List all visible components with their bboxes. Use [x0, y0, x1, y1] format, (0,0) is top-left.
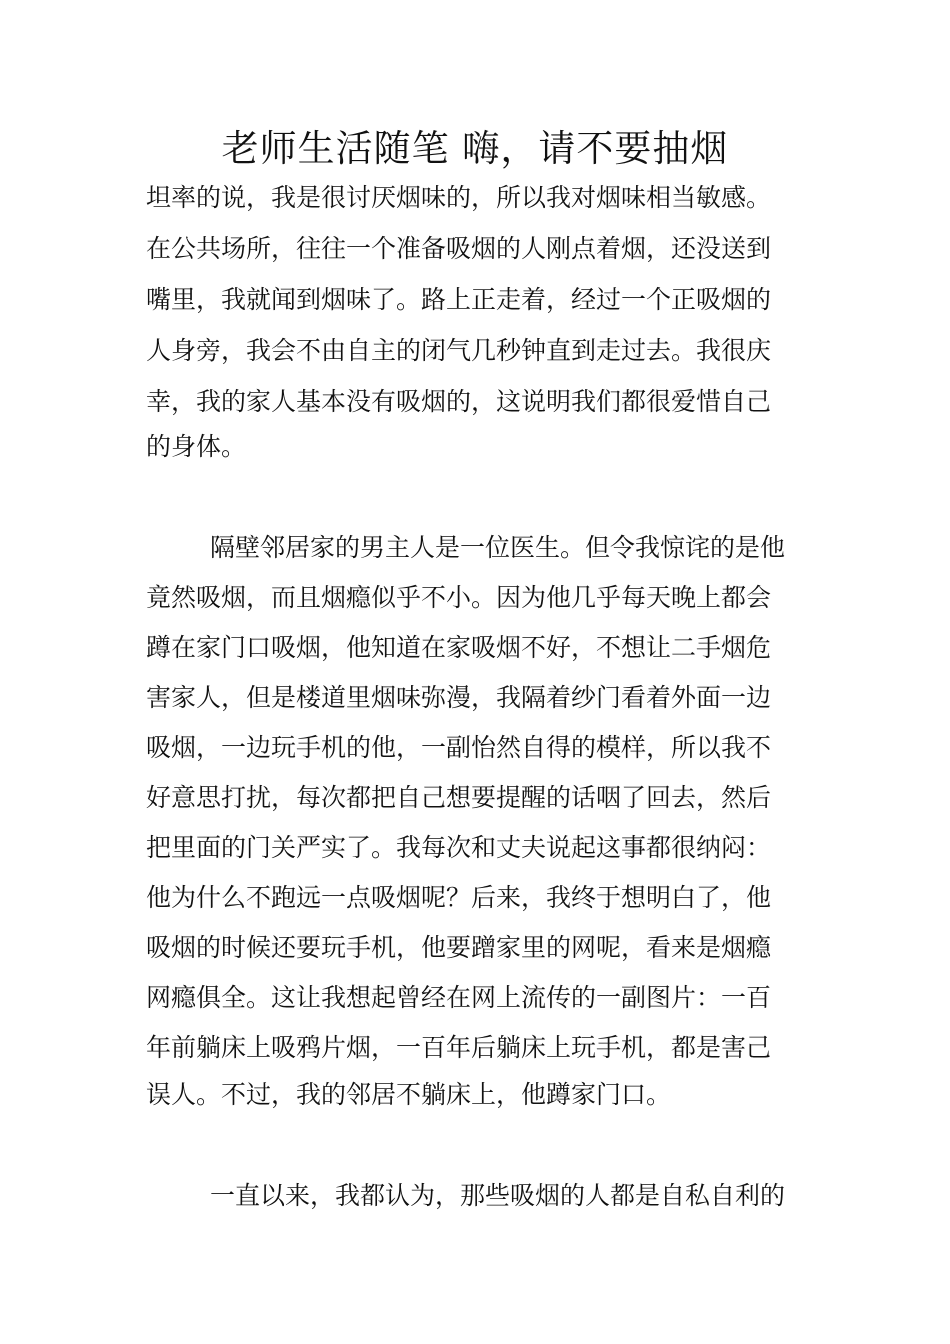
paragraph-2-line-11: 年前躺床上吸鸦片烟，一百年后躺床上玩手机，都是害己 [146, 1033, 772, 1062]
paragraph-3-line-1: 一直以来，我都认为，那些吸烟的人都是自私自利的 [210, 1181, 786, 1210]
paragraph-2-line-2: 竟然吸烟，而且烟瘾似乎不小。因为他几乎每天晚上都会 [146, 583, 772, 612]
paragraph-2-line-1: 隔壁邻居家的男主人是一位医生。但令我惊诧的是他 [210, 533, 786, 562]
paragraph-2-line-3: 蹲在家门口吸烟，他知道在家吸烟不好，不想让二手烟危 [146, 633, 772, 662]
paragraph-2-line-6: 好意思打扰，每次都把自己想要提醒的话咽了回去，然后 [146, 783, 772, 812]
paragraph-1-line-1: 坦率的说，我是很讨厌烟味的，所以我对烟味相当敏感。 [146, 183, 772, 212]
paragraph-1-line-3: 嘴里，我就闻到烟味了。路上正走着，经过一个正吸烟的 [146, 285, 772, 314]
paragraph-2-line-5: 吸烟，一边玩手机的他，一副怡然自得的模样，所以我不 [146, 733, 772, 762]
page-title: 老师生活随笔 嗨，请不要抽烟 [221, 127, 729, 170]
paragraph-2-line-7: 把里面的门关严实了。我每次和丈夫说起这事都很纳闷： [146, 833, 772, 862]
paragraph-1-line-6: 的身体。 [146, 432, 247, 461]
paragraph-1-line-5: 幸，我的家人基本没有吸烟的，这说明我们都很爱惜自己 [146, 387, 772, 416]
paragraph-2-line-9: 吸烟的时候还要玩手机，他要蹭家里的网呢，看来是烟瘾 [146, 933, 772, 962]
paragraph-2-line-10: 网瘾俱全。这让我想起曾经在网上流传的一副图片：一百 [146, 983, 772, 1012]
paragraph-1-line-4: 人身旁，我会不由自主的闭气几秒钟直到走过去。我很庆 [146, 336, 772, 365]
paragraph-2-line-8: 他为什么不跑远一点吸烟呢？后来，我终于想明白了，他 [146, 883, 772, 912]
paragraph-2-line-12: 误人。不过，我的邻居不躺床上，他蹲家门口。 [146, 1080, 672, 1109]
paragraph-2-line-4: 害家人，但是楼道里烟味弥漫，我隔着纱门看着外面一边 [146, 683, 772, 712]
paragraph-1-line-2: 在公共场所，往往一个准备吸烟的人刚点着烟，还没送到 [146, 234, 772, 263]
